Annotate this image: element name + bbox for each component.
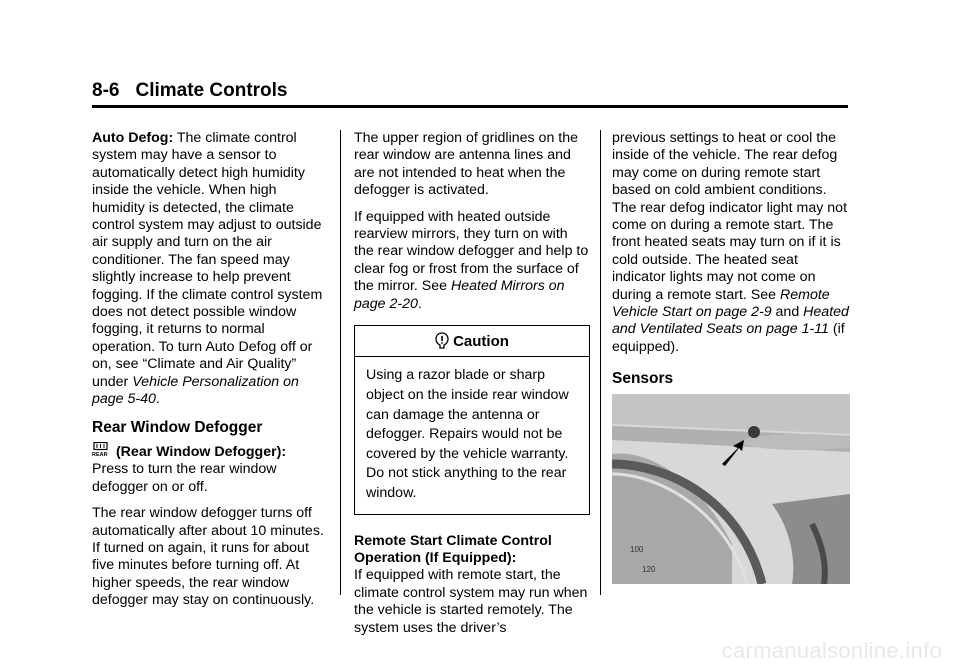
- sensor-location-photo: [612, 394, 850, 584]
- period: .: [417, 295, 422, 312]
- remote-start-continued: [612, 130, 852, 356]
- rear-defogger-paragraph: The rear window defogger turns off automatically after about 10 minutes. If turned on again, it runs for about five minutes before turning off. At higher speeds, the rear window defogger may stay on continuously.: [92, 505, 324, 609]
- auto-defog-label: Auto Defog:: [92, 130, 174, 146]
- caution-header: [355, 326, 589, 357]
- antenna-paragraph: The upper region of gridlines on the rear window are antenna lines and are not intended to heat when the defogger is activated.: [354, 130, 578, 199]
- heated-mirrors-link[interactable]: Heated Mirrors on page 2-20: [354, 278, 565, 312]
- heated-seats-link[interactable]: Heated and Ventilated Seats on page 1-11: [612, 304, 849, 338]
- watermark: carmanualsonline.info: [721, 638, 942, 663]
- auto-defog-text: The climate control system may have a sensor to automatically detect high humidity inside the vehicle. When high humidity is detected, the climate control system may adjust to outside air supply and turn on the air conditioner. The fan speed may slightly increase to help prevent fogging. If the climate control system does not detect possible window fogging, it returns to normal operation. To turn Auto Defog off or on, see “Climate and Air Quality” under: [92, 130, 323, 390]
- caution-icon: [435, 332, 449, 349]
- gauge-label-100: 100: [630, 544, 644, 554]
- caution-title: Caution: [453, 333, 509, 351]
- if-equipped-text: (if equipped).: [612, 321, 845, 355]
- rear-window-defogger-heading: Rear Window Defogger: [92, 418, 263, 436]
- remote-start-text: If equipped with remote start, the climate control system may run when the vehicle is started remotely. The system uses the driver’s: [354, 567, 588, 636]
- column-3: [612, 130, 852, 584]
- rear-defogger-icon: [92, 442, 112, 457]
- column-1: [92, 130, 328, 619]
- rear-button-text: Press to turn the rear window defogger on or off.: [92, 461, 277, 495]
- rear-button-label: (Rear Window Defogger):: [115, 443, 287, 460]
- vehicle-personalization-link[interactable]: Vehicle Personalization on page 5-40: [92, 373, 299, 408]
- page-number: 8-6: [92, 80, 120, 101]
- section-title: Climate Controls: [135, 80, 288, 101]
- remote-start-heading: Remote Start Climate Control Operation (If Equipped):: [354, 532, 552, 567]
- column-2: [354, 130, 590, 637]
- caution-box: [354, 325, 590, 515]
- page-header: [92, 80, 848, 108]
- remote-vehicle-start-link[interactable]: Remote Vehicle Start on page 2-9: [612, 286, 830, 321]
- heated-mirrors-paragraph: [354, 209, 590, 313]
- column-divider: [340, 130, 341, 595]
- caution-text: Using a razor blade or sharp object on the inside rear window can damage the antenna or defogger. Repairs would not be covered by the vehicle warranty. Do not stick anything to the rear window.: [366, 367, 569, 502]
- period: .: [155, 391, 160, 408]
- rear-defogger-button-paragraph: [92, 442, 328, 496]
- column-divider: [600, 130, 601, 595]
- rear-icon-label: REAR: [92, 451, 108, 457]
- gauge-label-120: 120: [642, 564, 656, 574]
- heated-mirrors-text: If equipped with heated outside rearview mirrors, they turn on with the rear window defogger and help to clear fog or frost from the surface of the mirror. See: [354, 208, 589, 295]
- sensors-heading: Sensors: [612, 370, 674, 388]
- auto-defog-paragraph: [92, 130, 328, 409]
- and-text: and: [775, 304, 800, 321]
- remote-start-continued-text: previous settings to heat or cool the inside of the vehicle. The rear defog may come on during remote start based on cold ambient conditions. The rear defog indicator light may not come on during a remote start. The front heated seats may turn on if it is cold outside. The heated seat indicator lights may not come on during a remote start. See: [612, 130, 848, 303]
